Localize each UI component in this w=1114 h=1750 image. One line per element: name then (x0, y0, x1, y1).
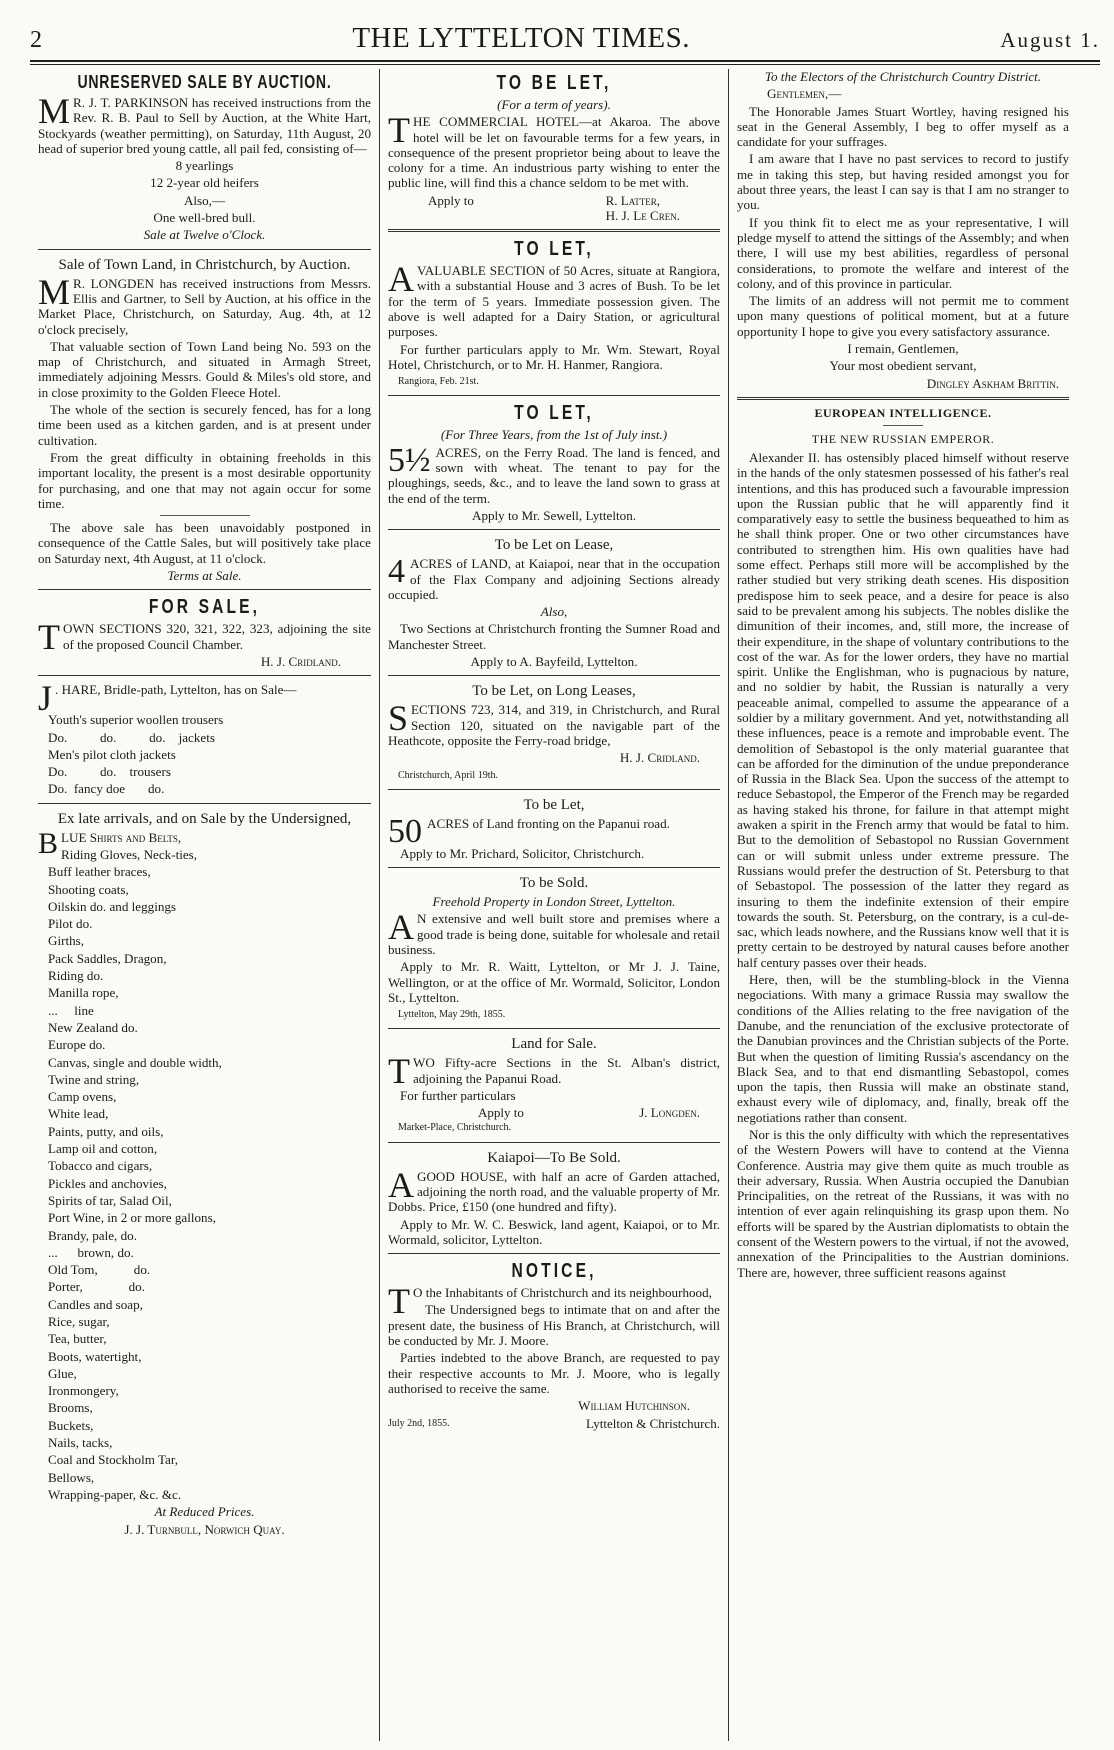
list-item: Pack Saddles, Dragon, (48, 950, 167, 966)
ad-heading: To be Let, (523, 796, 585, 813)
ad-footer: Terms at Sale. (167, 568, 242, 584)
list-item: Riding do. (48, 968, 104, 984)
column-3 (728, 69, 1077, 1741)
drop-cap: A (388, 259, 414, 300)
list-item: Riding Gloves, Neck-ties, (61, 846, 198, 862)
goods-list (38, 847, 371, 1502)
apply-label: Apply to (478, 1105, 524, 1121)
ad-land-for-sale (388, 1035, 720, 1135)
ad-hare (38, 678, 371, 797)
drop-cap: T (388, 1281, 410, 1322)
ad-subheading: Freehold Property in London Street, Lyttelton. (432, 894, 676, 910)
address-heading: To the Electors of the Christchurch Country District. (764, 69, 1042, 84)
list-item: Brooms, (48, 1400, 93, 1416)
ad-body: R. J. T. PARKINSON has received instructions from the Rev. R. B. Paul to Sell by Auction, at the White Hart, Stockyards (weather permitting), on Saturday, 11th August, 20 head of superior bred young cattle, all pail fed, consisting of— (38, 95, 371, 156)
ad-london-street (388, 874, 720, 1022)
ad-kaiapoi-lease (388, 536, 720, 669)
ad-apply: Apply to Mr. Prichard, Solicitor, Christchurch. (400, 845, 645, 861)
drop-cap: M (38, 271, 71, 312)
ad-paragraph: Parties indebted to the above Branch, are requested to pay their respective accounts to Mr. J. Moore, who is legally authorised to receive the same. (388, 1350, 720, 1396)
list-item: Ironmongery, (48, 1383, 119, 1399)
list-item: Do. do. do. jackets (48, 729, 215, 745)
list-item: Tobacco and cigars, (48, 1158, 153, 1174)
ad-signature: Lyttelton & Christchurch. (586, 1415, 720, 1431)
ad-apply: Apply to A. Bayfeild, Lyttelton. (470, 654, 638, 670)
list-item: Girths, (48, 933, 85, 949)
drop-cap: B (38, 826, 59, 860)
ad-late-arrivals (38, 810, 371, 1537)
list-item: Candles and soap, (48, 1296, 143, 1312)
ad-body: HE COMMERCIAL HOTEL—at Akaroa. The above hotel will be let on favourable terms for a few years, in consequence of the present proprietor being about to leave the colony for a time. An industrious party wishing to enter the public line, will find this a chance seldom to be met with. (388, 114, 720, 191)
ad-date: July 2nd, 1855. (388, 1417, 450, 1429)
ad-heading: TO LET, (514, 402, 594, 425)
list-item: Do. fancy doe do. (48, 781, 165, 797)
drop-number: 50 (388, 812, 422, 850)
drop-cap: M (38, 91, 71, 131)
ad-date: Lyttelton, May 29th, 1855. (398, 1009, 506, 1021)
ad-ferry-road (388, 402, 720, 523)
drop-cap: T (38, 617, 60, 658)
ad-paragraph: Two Sections at Christchurch fronting the Sumner Road and Manchester Street. (388, 621, 720, 652)
list-item: Youth's superior woollen trousers (48, 712, 224, 728)
address-closing: I remain, Gentlemen, (847, 341, 959, 357)
newspaper-title: THE LYTTELTON TIMES. (352, 22, 690, 54)
ad-signature: H. J. Cridland. (260, 653, 341, 669)
address-paragraph: I am aware that I have no past services to record to justify me in taking this step, but having resided amongst you for about three years, the least I can say is that I am no stranger to you. (737, 151, 1069, 213)
article-paragraph: Alexander II. has ostensibly placed himself without reserve in the hands of the only statesmen possessed of his father's real intentions, and this has produced such a favourable impression upon the Russian public that he will apparently find it comparatively easy to settle the business bequeathed to him as he shall think proper. One or two other circumstances have contributed to strengthen him. His own qualities have had some effect. Perhaps still more will be accomplished by the rather studied but very striking death scenes. His disposition predispose him to seek peace, and a desire for peace is also said to be prevalent among his subjects. The nobles dislike the dimunition of their incomes, and, still more, the increase of their expenditure, in the shape of voluntary contributions to the cost of the war. As for the lower orders, they have no martial spirit. Unlike the Englishman, who is pugnacious by nature, and no soldier by habit, the Russian is naturally a very peaceable animal, compelled to assume the appearance of a soldier by a military government. And yet, notwithstanding all these influences, peace is a remote and improbable event. The demolition of Sebastopol is the only material guarantee that can be afforded for the diminution of the undue preponderance of Russia in the Black Sea. Upon the success of the attempt to reduce Sebastopol, the Emperor of the French may be regarded as having staked his throne, for failure in that attempt might awaken a spirit in the French army that would be fatal to him. But to the demolition of Sebastopol no Russian Government can or will submit unless under extreme pressure. The Russians would prefer the destruction of St. Petersburg to that of Sebastopol. The possession of the latter they regard as insuring to them the indefinite extension of their empire towards the south. St. Petersburg, on the contrary, is a cul-de-sac, which leads nowhere, and the Russians know well that it is pretty certain to be destroyed by natural causes before another half century passes over their heads. (737, 449, 1070, 970)
ad-heading: Sale of Town Land, in Christchurch, by Auction. (58, 256, 351, 273)
article-paragraph: Here, then, will be the stumbling-block in the Vienna negociations. With many a grimace Russia may swallow the conditions of the Allies relating to the free navigation of the Danube, and the renunciation of the exclusive protectorate of the Danubian provinces and the Christian subjects of the Porte. But when the question of limiting Russia's ascendancy on the Black Sea, and to that end dismantling Sebastopol, comes upon the tapis, then Russia will make an obstinate stand, exhaust every wile of diplomacy, and, finally, break off the negotiations rather than consent. (737, 972, 1069, 1125)
list-item: Brandy, pale, do. (48, 1227, 137, 1243)
divider (388, 395, 720, 396)
ad-heading: TO LET, (514, 238, 594, 261)
masthead-rule (30, 60, 1100, 65)
list-item: One well-bred bull. (153, 210, 256, 226)
ad-paragraph: For further particulars apply to Mr. Wm. Stewart, Royal Hotel, Christchurch, or to Mr. H. Hanmer, Rangiora. (388, 341, 720, 372)
list-item: 8 yearlings (175, 158, 234, 174)
list-item: Also,— (183, 192, 226, 208)
list-item: Port Wine, in 2 or more gallons, (48, 1210, 216, 1226)
list-item: Manilla rope, (48, 985, 119, 1001)
salutation: Gentlemen,— (767, 86, 842, 102)
apply-label: Apply to (428, 192, 474, 208)
drop-number: 4 (388, 553, 405, 591)
ad-for-sale (38, 596, 371, 669)
ad-long-leases (388, 682, 720, 782)
list-item: Old Tom, do. (48, 1262, 151, 1278)
ad-date: Rangiora, Feb. 21st. (398, 376, 479, 388)
ad-paragraph: For further particulars (400, 1088, 516, 1104)
list-item: Glue, (48, 1365, 77, 1381)
list-item: Twine and string, (48, 1071, 140, 1087)
ad-heading: FOR SALE, (148, 596, 261, 619)
list-item: Pickles and anchovies, (48, 1175, 167, 1191)
ad-signature: J. J. Turnbull, Norwich Quay. (124, 1521, 285, 1537)
ad-also: Also, (540, 604, 568, 620)
drop-number: 5½ (388, 441, 431, 479)
short-rule (883, 425, 923, 426)
article-heading: EUROPEAN INTELLIGENCE. (814, 405, 992, 420)
column-1 (30, 69, 379, 1741)
ad-signature: R. Latter, (605, 192, 660, 208)
divider (388, 229, 720, 232)
divider (737, 397, 1069, 400)
address-closing: Your most obedient servant, (829, 358, 977, 374)
ad-rangiora-section (388, 238, 720, 389)
list-item: Europe do. (48, 1037, 106, 1053)
list-item: Spirits of tar, Salad Oil, (48, 1192, 172, 1208)
list-item: Paints, putty, and oils, (48, 1123, 164, 1139)
list-item: Boots, watertight, (48, 1348, 142, 1364)
ad-body: ECTIONS 723, 314, and 319, in Christchurch, and Rural Section 120, situated on the navigable part of the Heathcote, opposite the Ferry-road bridge, (388, 702, 720, 748)
divider (388, 529, 720, 530)
address-signature: Dingley Askham Brittin. (926, 375, 1059, 391)
electors-address (737, 69, 1069, 391)
list-item: Lamp oil and cotton, (48, 1141, 158, 1157)
ad-body: OWN SECTIONS 320, 321, 322, 323, adjoining the site of the proposed Council Chamber. (63, 621, 371, 652)
ad-body: N extensive and well built store and premises where a good trade is being done, suitable for wholesale and retail business. (388, 911, 720, 957)
ad-date: Christchurch, April 19th. (398, 769, 498, 781)
list-item: Camp ovens, (48, 1089, 117, 1105)
drop-cap: S (388, 698, 409, 739)
divider (38, 249, 371, 250)
ad-body: ACRES, on the Ferry Road. The land is fenced, and sown with wheat. The tenant to pay for the ploughings, seeds, &c., and to leave the land sown to grass at the end of the term. (388, 444, 720, 506)
list-item: Buff leather braces, (48, 864, 151, 880)
ad-commercial-hotel (388, 72, 720, 223)
ad-apply: Apply to Mr. R. Waitt, Lyttelton, or Mr J. J. Taine, Wellington, or at the office of Mr. Wormald, Solicitor, London St., Lyttelton. (388, 959, 720, 1005)
address-paragraph: The Honorable James Stuart Wortley, having resigned his seat in the General Assembly, I beg to offer myself as a candidate for your suffrages. (737, 103, 1069, 150)
ad-paragraph: That valuable section of Town Land being No. 593 on the map of Christchurch, and situated in Armagh Street, immediately adjoining Messrs. Gould & Miles's old store, and in close proximity to the Golden Fleece Hotel. (38, 338, 371, 400)
article-subheading: THE NEW RUSSIAN EMPEROR. (811, 431, 995, 446)
divider (388, 867, 720, 868)
list-item: Porter, do. (48, 1279, 145, 1295)
list-item: Do. do. trousers (48, 764, 171, 780)
list-first: LUE Shirts and Belts, (61, 829, 182, 845)
column-2 (379, 69, 728, 1741)
ad-footer: Sale at Twelve o'Clock. (143, 227, 266, 243)
ad-body: WO Fifty-acre Sections in the St. Alban's district, adjoining the Papanui Road. (413, 1055, 720, 1086)
ad-footer: At Reduced Prices. (154, 1504, 255, 1520)
list-item: Buckets, (48, 1417, 94, 1433)
ad-heading: NOTICE, (511, 1260, 597, 1283)
ad-paragraph: From the great difficulty in obtaining freeholds in this important locality, the present is a most desirable opportunity for purchasing, and one that may not again occur for some time. (38, 449, 371, 511)
divider (38, 589, 371, 590)
ad-signature: H. J. Cridland. (619, 750, 700, 766)
list-item: 12 2-year old heifers (150, 175, 259, 191)
ad-body: ACRES of LAND, at Kaiapoi, near that in the occupation of the Flax Company and adjoining Sections already occupied. (388, 556, 720, 602)
divider (388, 1142, 720, 1143)
ad-body: R. LONGDEN has received instructions from Messrs. Ellis and Gartner, to Sell by Auction, at his office in the Market Place, Christchurch, on Saturday, Aug. 4th, at 12 o'clock precisely, (38, 275, 371, 337)
divider (388, 1028, 720, 1029)
ad-heading: TO BE LET, (496, 72, 612, 94)
ad-heading: Kaiapoi—To Be Sold. (487, 1149, 621, 1166)
ad-subheading: (For Three Years, from the 1st of July inst.) (440, 427, 668, 443)
divider (38, 675, 371, 676)
ad-signature: J. Longden. (639, 1105, 700, 1121)
drop-cap: T (388, 110, 410, 151)
list-item: Men's pilot cloth jackets (48, 746, 176, 762)
short-rule (160, 515, 250, 516)
list-item: Nails, tacks, (48, 1435, 113, 1451)
list-item: Pilot do. (48, 916, 93, 932)
ad-paragraph: The Undersigned begs to intimate that on and after the present date, the business of His Branch, at Christchurch, will be conducted by Mr. J. Moore. (388, 1302, 720, 1349)
divider (388, 789, 720, 790)
list-item: New Zealand do. (48, 1019, 138, 1035)
ad-body: . HARE, Bridle-path, Lyttelton, has on Sale— (55, 682, 297, 698)
ad-heading: UNRESERVED SALE BY AUCTION. (77, 72, 332, 92)
address-paragraph: If you think fit to elect me as your representative, I will pledge myself to attend the sittings of the Assembly; and when there, I will use my best abilities, regardless of personal considerations, to promote the welfare and interest of the colony, and of this province in particular. (737, 214, 1069, 291)
article-paragraph: Nor is this the only difficulty with which the representatives of the Western Powers will have to contend at the Vienna Conference. Austria may give them quite as much trouble as their adversary, Russia. When Austria occupied the Danubian Principalities, on the retreat of the Russians, it was with no intention of ever again relinquishing its grasp upon them. No efforts will be spared by the Austrian diplomatists to obtain the consent of the Western powers to the virtual, if not the avowed, annexation of the Principalities to the Austrian dominions. There are, however, three sufficient reasons against (737, 1127, 1069, 1280)
masthead (30, 22, 1100, 58)
page-number: 2 (30, 27, 42, 53)
issue-date: August 1. (1000, 28, 1100, 52)
list-item: Tea, butter, (48, 1331, 107, 1347)
ad-signature: H. J. Le Cren. (605, 207, 680, 223)
ad-apply: Apply to Mr. Sewell, Lyttelton. (471, 507, 637, 523)
address-paragraph: The limits of an address will not permit me to comment upon many questions of political moment, but at a future opportunity I hope to give you every satisfactory assurance. (737, 293, 1069, 339)
article-european-intelligence (737, 406, 1069, 1280)
columns (30, 69, 1100, 1741)
list-item: Canvas, single and double width, (48, 1054, 222, 1070)
ad-apply: Apply to Mr. W. C. Beswick, land agent, Kaiapoi, or to Mr. Wormald, solicitor, Lyttelton. (388, 1216, 720, 1247)
ad-paragraph: The whole of the section is securely fenced, has for a long time been used as a kitchen garden, and is at present under cultivation. (38, 402, 371, 448)
divider (38, 803, 371, 804)
divider (388, 1253, 720, 1254)
ad-body: GOOD HOUSE, with half an acre of Garden attached, adjoining the north road, and the valuable property of Mr. Dobbs. Price, £150 (one hundred and fifty). (388, 1168, 720, 1215)
list-item: Bellows, (48, 1469, 95, 1485)
ad-signature: William Hutchinson. (578, 1398, 690, 1414)
ad-town-land (38, 256, 371, 584)
ad-heading: To be Let, on Long Leases, (472, 683, 636, 700)
ad-heading: Ex late arrivals, and on Sale by the Undersigned, (57, 810, 352, 827)
ad-papanui-acres (388, 796, 720, 861)
ad-place: Market-Place, Christchurch. (398, 1122, 512, 1134)
ad-unreserved-sale (38, 72, 371, 243)
ad-notice (388, 1260, 720, 1430)
list-item: ... brown, do. (48, 1244, 134, 1260)
drop-cap: A (388, 907, 414, 948)
ad-body: VALUABLE SECTION of 50 Acres, situate at Rangiora, with a substantial House and 3 acres of Bush. To be let for the term of 5 years. Immediate possession given. The above is well adapted for a Dairy Station, or agricultural purposes. (388, 263, 720, 340)
list-item: White lead, (48, 1106, 109, 1122)
ad-heading: To be Let on Lease, (494, 537, 614, 554)
ad-heading: To be Sold. (519, 875, 589, 892)
ad-heading: Land for Sale. (511, 1036, 597, 1053)
divider (388, 675, 720, 676)
list-item: Rice, sugar, (48, 1314, 110, 1329)
list-item: Shooting coats, (48, 881, 129, 897)
drop-cap: T (388, 1051, 410, 1092)
ad-body: ACRES of Land fronting on the Papanui road. (427, 815, 670, 831)
list-item: Wrapping-paper, &c. &c. (48, 1486, 182, 1502)
ad-paragraph: The above sale has been unavoidably postponed in consequence of the Cattle Sales, but will positively take place on Saturday next, 4th August, at 11 o'clock. (38, 520, 371, 566)
ad-body: O the Inhabitants of Christchurch and its neighbourhood, (413, 1285, 712, 1301)
list-item: Coal and Stockholm Tar, (48, 1452, 178, 1468)
ad-subheading: (For a term of years). (497, 97, 611, 112)
ad-kaiapoi-house (388, 1149, 720, 1247)
list-item: ... line (48, 1002, 94, 1018)
drop-cap: A (388, 1164, 414, 1205)
list-item: Oilskin do. and leggings (48, 898, 177, 914)
drop-cap: J (38, 678, 53, 719)
